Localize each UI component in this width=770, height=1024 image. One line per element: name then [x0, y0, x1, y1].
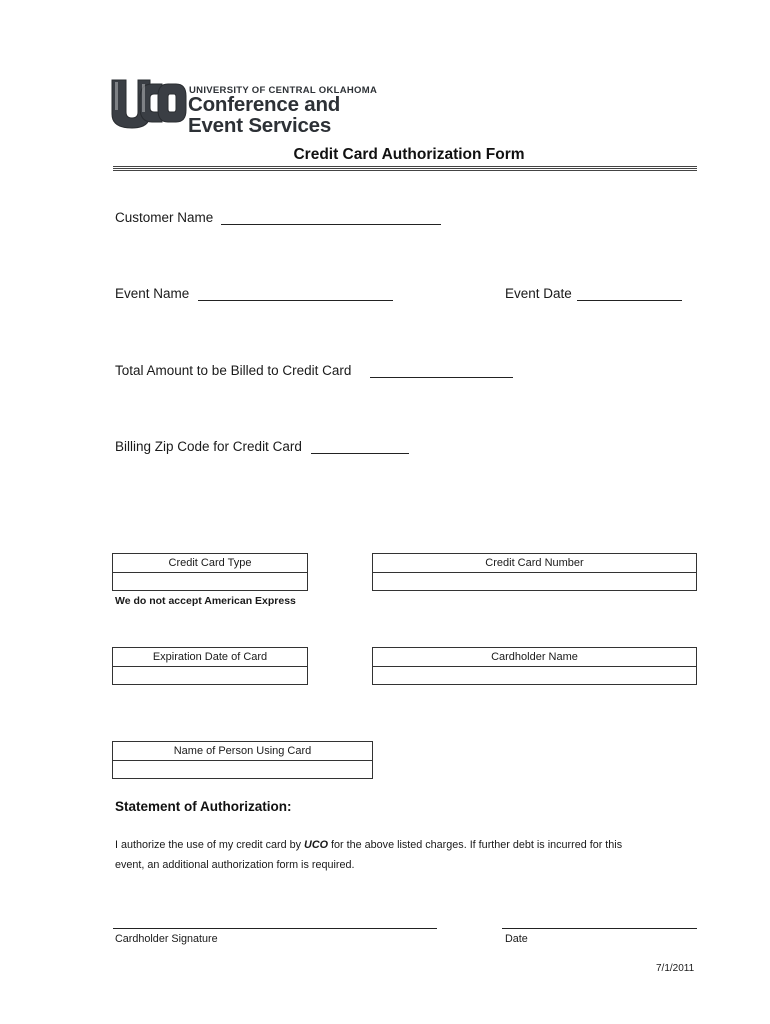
credit-card-number-box: [372, 553, 697, 591]
title-divider: [113, 166, 697, 172]
cardholder-name-header: Cardholder Name: [373, 648, 696, 667]
logo-department-line1: Conference and: [188, 93, 341, 116]
event-name-label: Event Name: [115, 286, 190, 301]
billing-zip-label: Billing Zip Code for Credit Card: [115, 439, 302, 454]
credit-card-type-box: [112, 553, 308, 591]
revision-date: 7/1/2011: [656, 963, 695, 974]
total-amount-label: Total Amount to be Billed to Credit Card: [115, 363, 352, 378]
credit-card-type-header: Credit Card Type: [113, 554, 307, 573]
customer-name-label: Customer Name: [115, 210, 214, 225]
credit-card-number-input[interactable]: [373, 573, 696, 591]
no-amex-note: We do not accept American Express: [115, 595, 296, 607]
uco-logo-mark: [110, 72, 188, 134]
event-date-label: Event Date: [505, 286, 572, 301]
expiration-date-box: [112, 647, 308, 685]
logo-university-name: UNIVERSITY OF CENTRAL OKLAHOMA: [189, 85, 378, 96]
statement-org: UCO: [304, 839, 329, 851]
person-using-card-input[interactable]: [113, 761, 372, 779]
form-title: Credit Card Authorization Form: [293, 146, 525, 163]
credit-card-type-input[interactable]: [113, 573, 307, 591]
statement-text: [115, 835, 635, 875]
event-name-field[interactable]: [198, 300, 393, 301]
billing-zip-field[interactable]: [311, 453, 409, 454]
total-amount-field[interactable]: [370, 377, 513, 378]
statement-heading: Statement of Authorization:: [115, 799, 292, 814]
cardholder-signature-line[interactable]: [113, 928, 437, 929]
signature-date-line[interactable]: [502, 928, 697, 929]
statement-text-after: for the above listed charges. If further debt is incurred for this event, an additional authorization form is required.: [115, 839, 623, 871]
customer-name-field[interactable]: [221, 224, 441, 225]
person-using-card-header: Name of Person Using Card: [113, 742, 372, 761]
expiration-date-header: Expiration Date of Card: [113, 648, 307, 667]
person-using-card-box: [112, 741, 373, 779]
event-date-field[interactable]: [577, 300, 682, 301]
credit-card-number-header: Credit Card Number: [373, 554, 696, 573]
cardholder-signature-label: Cardholder Signature: [115, 933, 218, 945]
signature-date-label: Date: [505, 933, 528, 945]
statement-text-before: I authorize the use of my credit card by: [115, 839, 305, 851]
expiration-date-input[interactable]: [113, 667, 307, 685]
logo-department-line2: Event Services: [188, 114, 332, 137]
cardholder-name-box: [372, 647, 697, 685]
cardholder-name-input[interactable]: [373, 667, 696, 685]
